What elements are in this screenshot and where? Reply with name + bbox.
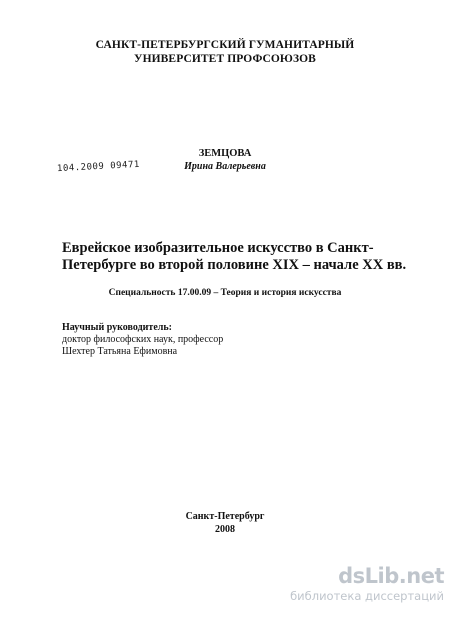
university-name xyxy=(0,38,450,66)
supervisor-label: Научный руководитель: xyxy=(62,322,172,333)
archive-stamp: 104.2009 09471 xyxy=(56,159,141,175)
title-line-2: Петербурге во второй половине XIX – начале XX вв. xyxy=(62,257,407,273)
university-line-1: САНКТ-ПЕТЕРБУРГСКИЙ ГУМАНИТАРНЫЙ xyxy=(95,39,355,51)
supervisor-block xyxy=(62,322,322,358)
author-surname: ЗЕМЦОВА xyxy=(198,148,252,159)
title-line-1: Еврейское изобразительное искусство в Санкт- xyxy=(62,240,374,256)
author-given-name: Ирина Валерьевна xyxy=(184,161,266,172)
city: Санкт-Петербург xyxy=(185,511,265,522)
watermark-subtitle: библиотека диссертаций xyxy=(290,589,444,603)
supervisor-degree: доктор философских наук, профессор xyxy=(62,334,224,345)
dissertation-title xyxy=(62,240,412,274)
watermark-logo: dsLib.net xyxy=(338,564,444,588)
university-line-2: УНИВЕРСИТЕТ ПРОФСОЮЗОВ xyxy=(134,53,316,65)
supervisor-name: Шехтер Татьяна Ефимовна xyxy=(62,346,178,357)
watermark xyxy=(268,565,444,603)
specialty: Специальность 17.00.09 – Теория и история искусства xyxy=(108,288,342,298)
year: 2008 xyxy=(215,524,235,535)
